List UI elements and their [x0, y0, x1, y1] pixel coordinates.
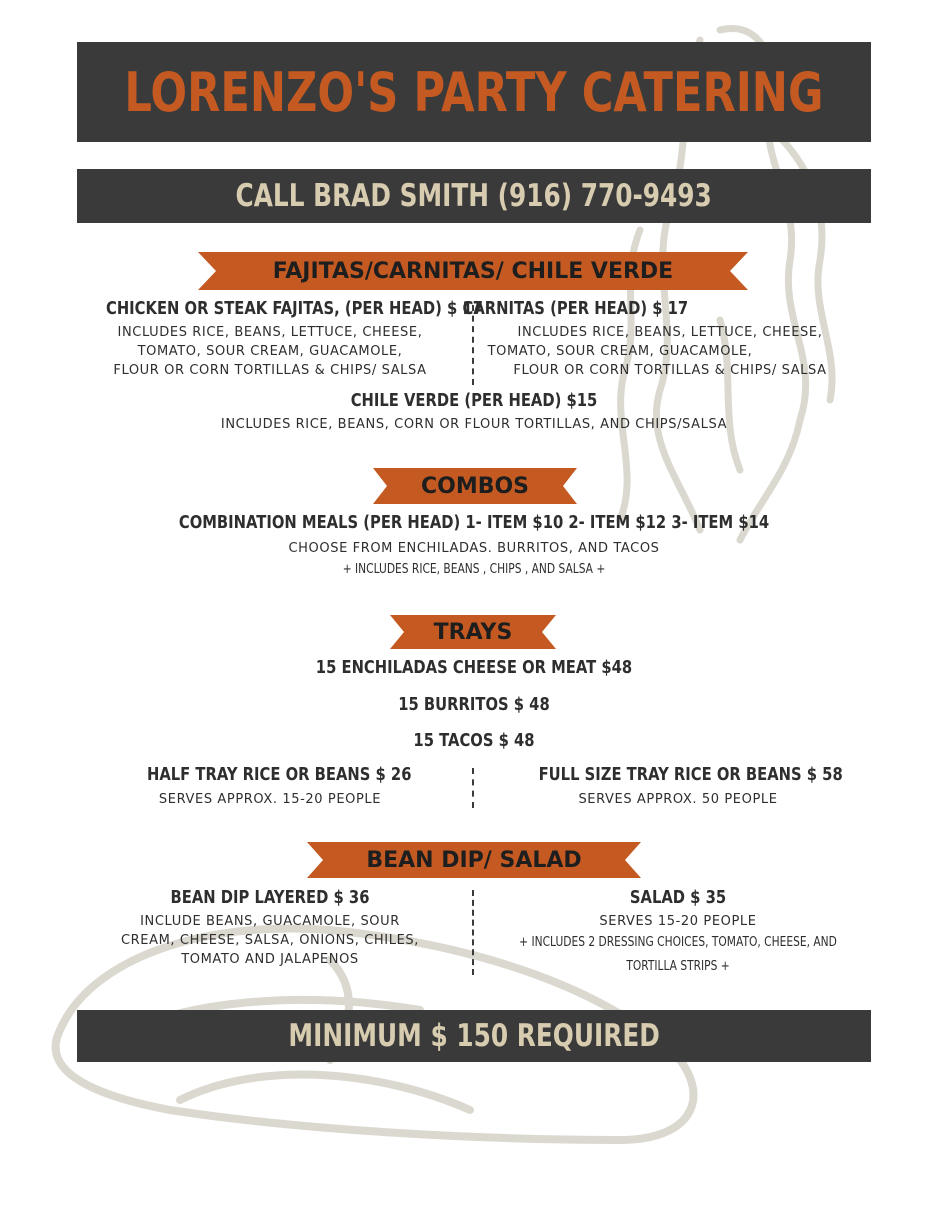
- salad-extra-line-2: TORTILLA STRIPS +: [626, 959, 730, 974]
- contact-banner: [77, 169, 871, 223]
- footer-text: MINIMUM $ 150 REQUIRED: [288, 1018, 660, 1054]
- tray-item-enchiladas: 15 ENCHILADAS CHEESE OR MEAT $48: [315, 657, 633, 678]
- fajitas-left-line-3: FLOUR OR CORN TORTILLAS & CHIPS/ SALSA: [113, 363, 427, 378]
- salad-title: SALAD $ 35: [629, 887, 727, 908]
- trays-ribbon: [390, 613, 556, 651]
- bean-dip-line-3: TOMATO AND JALAPENOS: [181, 952, 359, 967]
- fajitas-left-title: CHICKEN OR STEAK FAJITAS, (PER HEAD) $ 17: [106, 298, 483, 319]
- fajitas-right-line-2: TOMATO, SOUR CREAM, GUACAMOLE,: [487, 344, 753, 359]
- tray-item-tacos: 15 TACOS $ 48: [413, 730, 535, 751]
- fajitas-right-line-3: FLOUR OR CORN TORTILLAS & CHIPS/ SALSA: [513, 363, 827, 378]
- full-tray-line: SERVES APPROX. 50 PEOPLE: [578, 792, 778, 807]
- fajitas-right-line-1: INCLUDES RICE, BEANS, LETTUCE, CHEESE,: [517, 325, 823, 340]
- half-tray-title: HALF TRAY RICE OR BEANS $ 26: [147, 764, 412, 785]
- chile-verde-title: CHILE VERDE (PER HEAD) $15: [350, 390, 598, 411]
- contact-text: CALL BRAD SMITH (916) 770-9493: [235, 178, 713, 214]
- chile-verde-line: INCLUDES RICE, BEANS, CORN OR FLOUR TORTILLAS, AND CHIPS/SALSA: [220, 417, 728, 432]
- bean-dip-line-1: INCLUDE BEANS, GUACAMOLE, SOUR: [140, 914, 400, 929]
- fajitas-right-title: CARNITAS (PER HEAD) $ 17: [462, 298, 689, 319]
- combos-line-2: + INCLUDES RICE, BEANS , CHIPS , AND SALSA +: [342, 562, 606, 577]
- page-title: LORENZO'S PARTY CATERING: [124, 60, 824, 124]
- fajitas-left-line-2: TOMATO, SOUR CREAM, GUACAMOLE,: [137, 344, 403, 359]
- combos-heading: COMBOS: [420, 473, 530, 499]
- tray-item-burritos: 15 BURRITOS $ 48: [398, 694, 550, 715]
- half-tray-line: SERVES APPROX. 15-20 PEOPLE: [158, 792, 382, 807]
- trays-heading: TRAYS: [433, 619, 513, 645]
- fajitas-ribbon: [198, 250, 748, 292]
- title-banner: [77, 42, 871, 142]
- beandip-heading: BEAN DIP/ SALAD: [366, 847, 582, 873]
- salad-line: SERVES 15-20 PEOPLE: [599, 914, 757, 929]
- combos-title: COMBINATION MEALS (PER HEAD) 1- ITEM $10 2- ITEM $12 3- ITEM $14: [178, 512, 770, 533]
- trays-divider: [472, 768, 474, 808]
- bean-dip-line-2: CREAM, CHEESE, SALSA, ONIONS, CHILES,: [121, 933, 419, 948]
- fajitas-heading: FAJITAS/CARNITAS/ CHILE VERDE: [272, 258, 674, 284]
- fajitas-left-line-1: INCLUDES RICE, BEANS, LETTUCE, CHEESE,: [117, 325, 423, 340]
- beandip-ribbon: [307, 840, 641, 880]
- footer-banner: [77, 1010, 871, 1062]
- bean-dip-title: BEAN DIP LAYERED $ 36: [170, 887, 370, 908]
- combos-line-1: CHOOSE FROM ENCHILADAS. BURRITOS, AND TACOS: [288, 541, 660, 556]
- full-tray-title: FULL SIZE TRAY RICE OR BEANS $ 58: [538, 764, 843, 785]
- combos-ribbon: [373, 466, 577, 506]
- salad-extra-line-1: + INCLUDES 2 DRESSING CHOICES, TOMATO, CHEESE, AND: [519, 935, 837, 950]
